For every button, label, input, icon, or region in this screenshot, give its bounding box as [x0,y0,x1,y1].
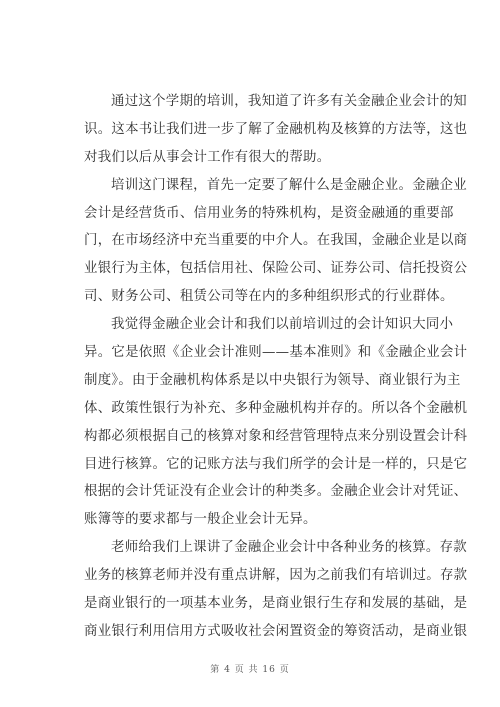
page-number-footer: 第 4 页 共 16 页 [210,665,290,675]
text-line: 我觉得金融企业会计和我们以前培训过的会计知识大同小 [111,317,454,333]
text-line: 会计是经营货币、信用业务的特殊机构，是资金融通的重要部 [84,205,454,221]
text-line: 账簿等的要求都与一般企业会计无异。 [84,512,317,528]
text-line: 根据的会计凭证没有企业会计的种类多。金融企业会计对凭证、 [84,484,468,500]
text-line: 培训这门课程，首先一定要了解什么是金融企业。金融企业 [111,177,467,193]
text-line: 对我们以后从事会计工作有很大的帮助。 [84,149,331,165]
text-line: 通过这个学期的培训，我知道了许多有关金融企业会计的知 [111,94,467,109]
document-body [84,88,468,646]
text-line: 商业银行利用信用方式吸收社会闲置资金的筹资活动，是商业银 [84,623,468,639]
text-line: 制度》。由于金融机构体系是以中央银行为领导、商业银行为主 [84,372,461,388]
text-line: 是商业银行的一项基本业务，是商业银行生存和发展的基础，是 [84,596,468,612]
text-line: 业银行为主体，包括信用社、保险公司、证券公司、信托投资公 [84,261,468,277]
text-line: 业务的核算老师并没有重点讲解，因为之前我们有培训过。存款 [84,568,468,584]
text-line: 构都必须根据自己的核算对象和经营管理特点来分别设置会计科 [84,428,468,444]
text-line: 体、政策性银行为补充、多种金融机构并存的。所以各个金融机 [84,400,468,416]
text-line: 司、财务公司、租赁公司等在内的多种组织形式的行业群体。 [84,289,454,305]
text-line: 识。这本书让我们进一步了解了金融机构及核算的方法等，这也 [84,121,468,137]
text-line: 老师给我们上课讲了金融企业会计中各种业务的核算。存款 [111,540,467,556]
text-line: 目进行核算。它的记账方法与我们所学的会计是一样的，只是它 [84,456,468,472]
text-line: 异。它是依照《企业会计准则——基本准则》和《金融企业会计 [84,345,468,361]
text-line: 门，在市场经济中充当重要的中介人。在我国，金融企业是以商 [84,233,468,249]
